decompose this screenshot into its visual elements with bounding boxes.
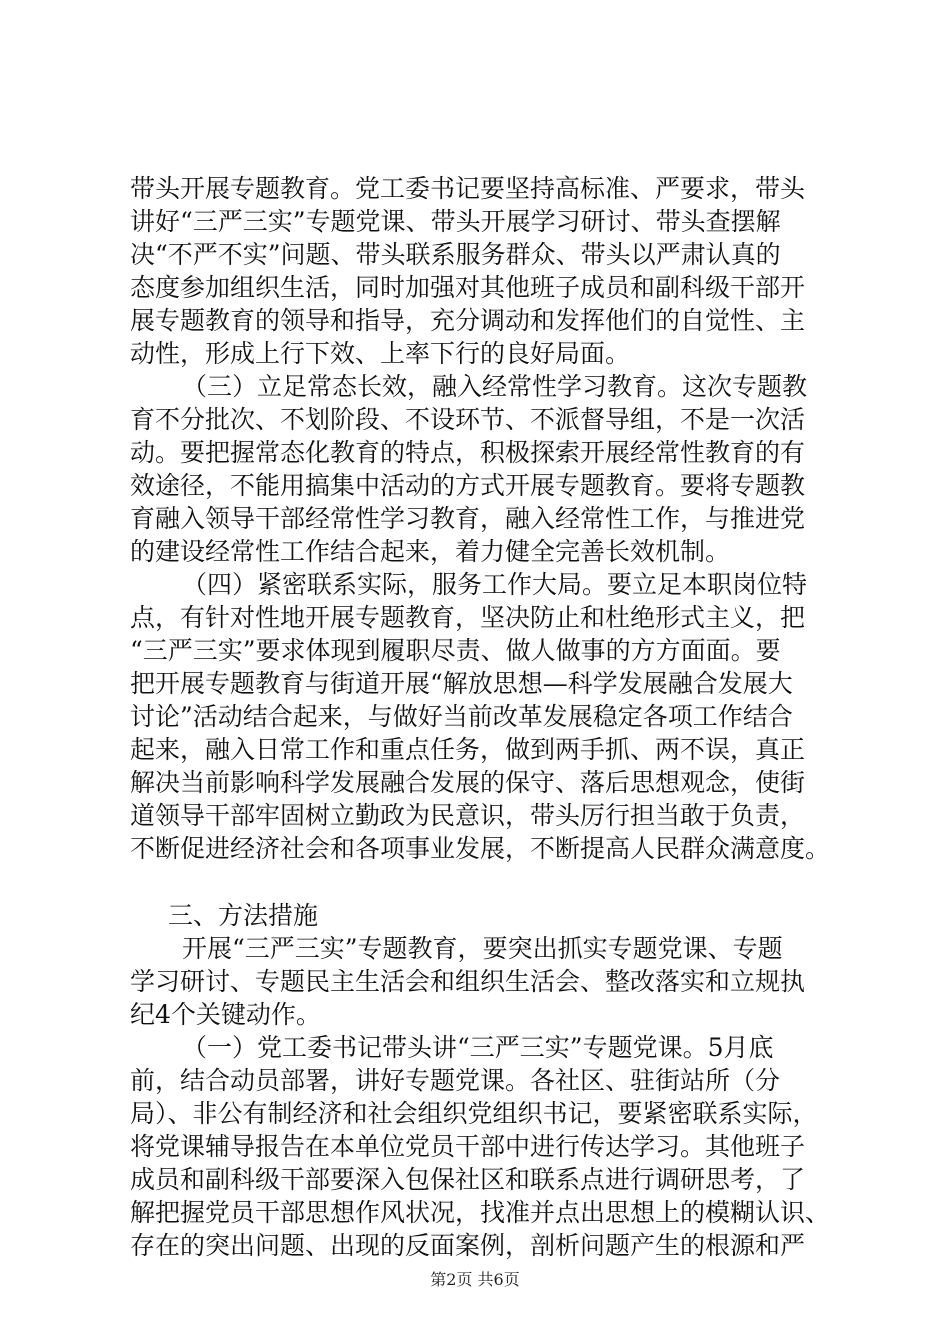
paragraph-gap: [130, 865, 830, 899]
text-line: （一）党工委书记带头讲“三严三实”专题党课。5月底: [182, 1033, 774, 1062]
text-line: 解把握党员干部思想作风状况，找准并点出思想上的模糊认识、: [130, 1198, 830, 1227]
paragraph-4: [130, 932, 830, 1031]
text-line: 局）、非公有制经济和社会组织党组织书记，要紧密联系实际，: [130, 1099, 818, 1128]
document-body: [130, 172, 830, 1262]
paragraph-5: [130, 1031, 830, 1262]
section-heading: 三、方法措施: [168, 901, 319, 930]
text-line: 展专题教育的领导和指导，充分调动和发挥他们的自觉性、主: [130, 306, 806, 335]
text-line: 决“不严不实”问题、带头联系服务群众、带头以严肃认真的: [130, 240, 781, 269]
text-line: “三严三实”要求体现到履职尽责、做人做事的方方面面。要: [130, 636, 781, 665]
text-line: 开展“三严三实”专题教育，要突出抓实专题党课、专题: [182, 934, 783, 963]
text-line: 育不分批次、不划阶段、不设环节、不派督导组，不是一次活: [130, 405, 806, 434]
text-line: 前，结合动员部署，讲好专题党课。各社区、驻街站所（分: [130, 1066, 781, 1095]
text-line: 点，有针对性地开展专题教育，坚决防止和杜绝形式主义，把: [130, 603, 806, 632]
text-line: 起来，融入日常工作和重点任务，做到两手抓、两不误，真正: [130, 735, 806, 764]
text-line: 讨论”活动结合起来，与做好当前改革发展稳定各项工作结合: [130, 702, 793, 731]
text-line: 存在的突出问题、出现的反面案例，剖析问题产生的根源和严: [130, 1231, 806, 1260]
text-line: 的建设经常性工作结合起来，着力健全完善长效机制。: [130, 537, 731, 566]
paragraph-2: [130, 370, 830, 568]
text-line: 学习研讨、专题民主生活会和组织生活会、整改落实和立规执: [130, 967, 806, 996]
text-line: 解决当前影响科学发展融合发展的保守、落后思想观念，使街: [130, 768, 806, 797]
text-line: （三）立足常态长效，融入经常性学习教育。这次专题教: [182, 372, 808, 401]
text-line: 纪4个关键动作。: [130, 1000, 321, 1029]
paragraph-3: [130, 568, 830, 865]
text-line: 成员和副科级干部要深入包保社区和联系点进行调研思考，了: [130, 1165, 806, 1194]
text-line: 讲好“三严三实”专题党课、带头开展学习研讨、带头查摆解: [130, 207, 781, 236]
text-line: 把开展专题教育与街道开展“解放思想—科学发展融合发展大: [130, 669, 793, 698]
text-line: 育融入领导干部经常性学习教育，融入经常性工作，与推进党: [130, 504, 806, 533]
page-number-footer: 第2页 共6页: [430, 1270, 520, 1289]
text-line: 动。要把握常态化教育的特点，积极探索开展经常性教育的有: [130, 438, 806, 467]
text-line: 道领导干部牢固树立勤政为民意识，带头厉行担当敢于负责，: [130, 801, 806, 830]
paragraph-1: [130, 172, 830, 370]
text-line: 态度参加组织生活，同时加强对其他班子成员和副科级干部开: [130, 273, 806, 302]
text-line: （四）紧密联系实际，服务工作大局。要立足本职岗位特: [182, 570, 808, 599]
text-line: 效途径，不能用搞集中活动的方式开展专题教育。要将专题教: [130, 471, 806, 500]
text-line: 不断促进经济社会和各项事业发展，不断提高人民群众满意度。: [130, 834, 830, 863]
text-line: 将党课辅导报告在本单位党员干部中进行传达学习。其他班子: [130, 1132, 806, 1161]
text-line: 带头开展专题教育。党工委书记要坚持高标准、严要求，带头: [130, 174, 806, 203]
text-line: 动性，形成上行下效、上率下行的良好局面。: [130, 339, 631, 368]
